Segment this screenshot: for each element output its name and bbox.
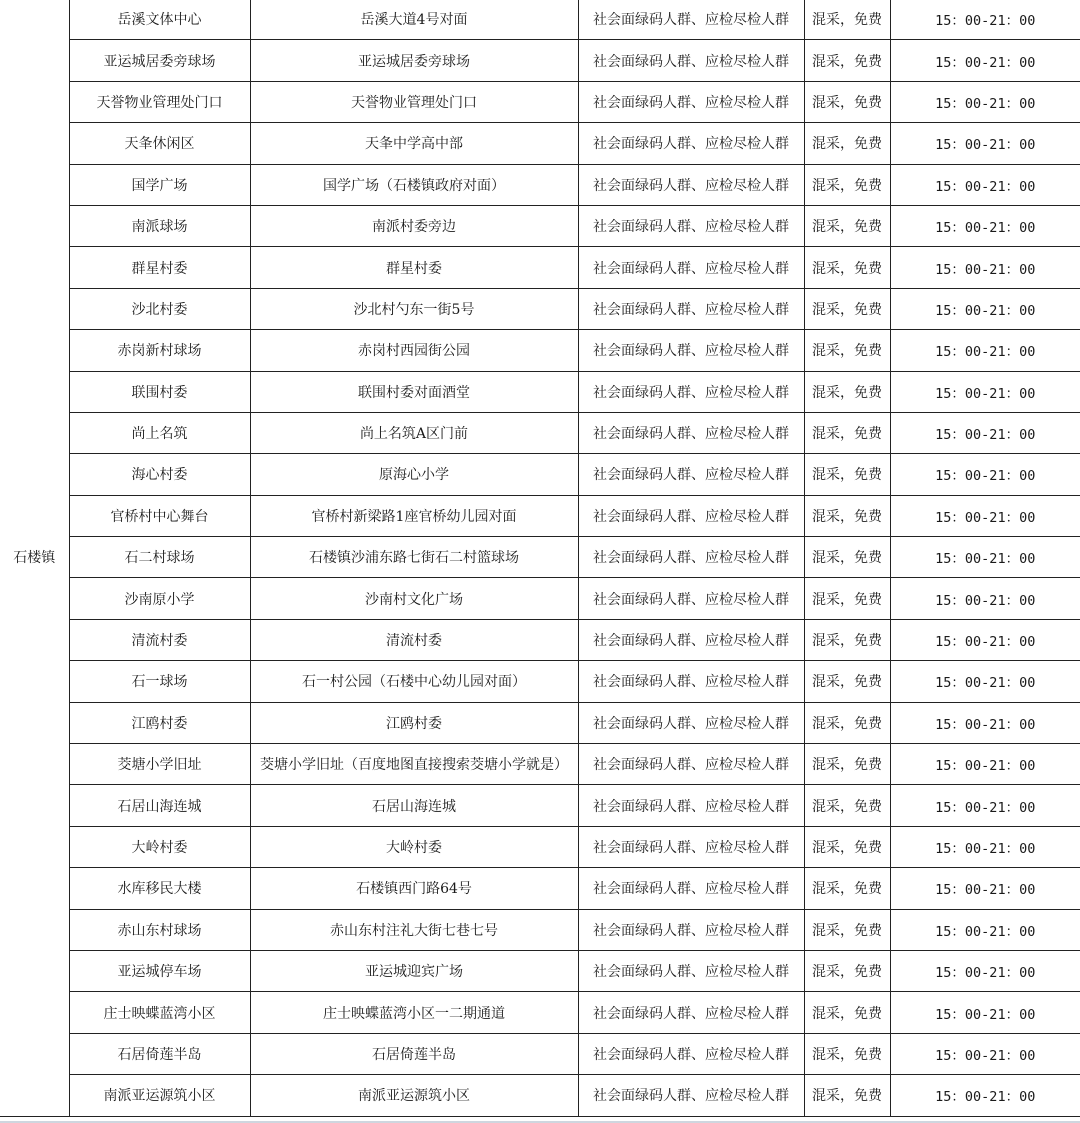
address-cell: 大岭村委 [250,826,578,867]
address-cell: 南派村委旁边 [250,205,578,246]
table-row [0,81,1080,122]
sampling-method-cell: 混采，免费 [804,868,890,909]
target-group-cell: 社会面绿码人群、应检尽检人群 [578,205,804,246]
target-group-cell: 社会面绿码人群、应检尽检人群 [578,247,804,288]
target-group-cell: 社会面绿码人群、应检尽检人群 [578,702,804,743]
address-cell: 赤山东村注礼大街七巷七号 [250,909,578,950]
address-cell: 原海心小学 [250,454,578,495]
address-cell: 尚上名筑A区门前 [250,412,578,453]
sampling-method-cell: 混采，免费 [804,454,890,495]
table-row [0,164,1080,205]
time-cell: 15：00-21：00 [890,1033,1080,1074]
sampling-method-cell: 混采，免费 [804,412,890,453]
sampling-method-cell: 混采，免费 [804,785,890,826]
target-group-cell: 社会面绿码人群、应检尽检人群 [578,826,804,867]
table-row [0,454,1080,495]
address-cell: 庄士映蝶蓝湾小区一二期通道 [250,992,578,1033]
table-row [0,247,1080,288]
time-cell: 15：00-21：00 [890,371,1080,412]
site-name-cell: 石居山海连城 [69,785,250,826]
site-name-cell: 海心村委 [69,454,250,495]
site-name-cell: 官桥村中心舞台 [69,495,250,536]
table-row [0,1075,1080,1116]
time-cell: 15：00-21：00 [890,619,1080,660]
address-cell: 天夆中学高中部 [250,123,578,164]
target-group-cell: 社会面绿码人群、应检尽检人群 [578,619,804,660]
target-group-cell: 社会面绿码人群、应检尽检人群 [578,1033,804,1074]
site-name-cell: 沙南原小学 [69,578,250,619]
time-cell: 15：00-21：00 [890,123,1080,164]
time-cell: 15：00-21：00 [890,164,1080,205]
target-group-cell: 社会面绿码人群、应检尽检人群 [578,868,804,909]
address-cell: 亚运城迎宾广场 [250,950,578,991]
target-group-cell: 社会面绿码人群、应检尽检人群 [578,81,804,122]
time-cell: 15：00-21：00 [890,950,1080,991]
site-name-cell: 大岭村委 [69,826,250,867]
time-cell: 15：00-21：00 [890,1075,1080,1116]
table-row [0,785,1080,826]
table-row [0,1033,1080,1074]
time-cell: 15：00-21：00 [890,868,1080,909]
address-cell: 石一村公园（石楼中心幼儿园对面） [250,661,578,702]
site-name-cell: 南派球场 [69,205,250,246]
time-cell: 15：00-21：00 [890,537,1080,578]
sampling-method-cell: 混采，免费 [804,123,890,164]
target-group-cell: 社会面绿码人群、应检尽检人群 [578,288,804,329]
site-name-cell: 天誉物业管理处门口 [69,81,250,122]
time-cell: 15：00-21：00 [890,785,1080,826]
site-name-cell: 清流村委 [69,619,250,660]
address-cell: 石楼镇沙浦东路七街石二村篮球场 [250,537,578,578]
sampling-method-cell: 混采，免费 [804,81,890,122]
site-name-cell: 岳溪文体中心 [69,0,250,40]
table-row [0,868,1080,909]
table-row [0,40,1080,81]
sampling-method-cell: 混采，免费 [804,537,890,578]
table-row [0,0,1080,40]
sampling-method-cell: 混采，免费 [804,826,890,867]
site-name-cell: 亚运城停车场 [69,950,250,991]
site-name-cell: 江鸥村委 [69,702,250,743]
time-cell: 15：00-21：00 [890,81,1080,122]
sampling-method-cell: 混采，免费 [804,744,890,785]
table-row [0,123,1080,164]
sampling-method-cell: 混采，免费 [804,992,890,1033]
target-group-cell: 社会面绿码人群、应检尽检人群 [578,454,804,495]
target-group-cell: 社会面绿码人群、应检尽检人群 [578,495,804,536]
table-row [0,950,1080,991]
time-cell: 15：00-21：00 [890,992,1080,1033]
table-row [0,661,1080,702]
time-cell: 15：00-21：00 [890,495,1080,536]
sampling-method-cell: 混采，免费 [804,909,890,950]
address-cell: 岳溪大道4号对面 [250,0,578,40]
table-row [0,371,1080,412]
address-cell: 清流村委 [250,619,578,660]
time-cell: 15：00-21：00 [890,205,1080,246]
sampling-method-cell: 混采，免费 [804,247,890,288]
sampling-method-cell: 混采，免费 [804,330,890,371]
target-group-cell: 社会面绿码人群、应检尽检人群 [578,537,804,578]
time-cell: 15：00-21：00 [890,744,1080,785]
sampling-method-cell: 混采，免费 [804,0,890,40]
sampling-method-cell: 混采，免费 [804,288,890,329]
sampling-method-cell: 混采，免费 [804,950,890,991]
site-name-cell: 石居倚莲半岛 [69,1033,250,1074]
table-row [0,330,1080,371]
time-cell: 15：00-21：00 [890,40,1080,81]
address-cell: 江鸥村委 [250,702,578,743]
site-name-cell: 沙北村委 [69,288,250,329]
target-group-cell: 社会面绿码人群、应检尽检人群 [578,909,804,950]
target-group-cell: 社会面绿码人群、应检尽检人群 [578,123,804,164]
sampling-method-cell: 混采，免费 [804,205,890,246]
address-cell: 沙北村勺东一街5号 [250,288,578,329]
table-row [0,537,1080,578]
town-cell: 石楼镇 [0,0,69,1116]
time-cell: 15：00-21：00 [890,412,1080,453]
address-cell: 石居山海连城 [250,785,578,826]
target-group-cell: 社会面绿码人群、应检尽检人群 [578,412,804,453]
address-cell: 天誉物业管理处门口 [250,81,578,122]
address-cell: 沙南村文化广场 [250,578,578,619]
site-name-cell: 国学广场 [69,164,250,205]
target-group-cell: 社会面绿码人群、应检尽检人群 [578,330,804,371]
sampling-method-cell: 混采，免费 [804,1075,890,1116]
table-row [0,288,1080,329]
table-row [0,578,1080,619]
table-row [0,205,1080,246]
address-cell: 石居倚莲半岛 [250,1033,578,1074]
sampling-method-cell: 混采，免费 [804,661,890,702]
site-name-cell: 亚运城居委旁球场 [69,40,250,81]
target-group-cell: 社会面绿码人群、应检尽检人群 [578,785,804,826]
site-name-cell: 庄士映蝶蓝湾小区 [69,992,250,1033]
sampling-method-cell: 混采，免费 [804,578,890,619]
time-cell: 15：00-21：00 [890,661,1080,702]
target-group-cell: 社会面绿码人群、应检尽检人群 [578,950,804,991]
address-cell: 官桥村新梁路1座官桥幼儿园对面 [250,495,578,536]
address-cell: 石楼镇西门路64号 [250,868,578,909]
site-name-cell: 水库移民大楼 [69,868,250,909]
address-cell: 茭塘小学旧址（百度地图直接搜索茭塘小学就是） [250,744,578,785]
time-cell: 15：00-21：00 [890,826,1080,867]
address-cell: 赤岗村西园街公园 [250,330,578,371]
address-cell: 国学广场（石楼镇政府对面） [250,164,578,205]
site-name-cell: 茭塘小学旧址 [69,744,250,785]
site-name-cell: 南派亚运源筑小区 [69,1075,250,1116]
table-row [0,744,1080,785]
time-cell: 15：00-21：00 [890,330,1080,371]
target-group-cell: 社会面绿码人群、应检尽检人群 [578,164,804,205]
target-group-cell: 社会面绿码人群、应检尽检人群 [578,744,804,785]
table-row [0,702,1080,743]
address-cell: 联围村委对面酒堂 [250,371,578,412]
site-name-cell: 尚上名筑 [69,412,250,453]
site-name-cell: 石二村球场 [69,537,250,578]
sampling-method-cell: 混采，免费 [804,40,890,81]
target-group-cell: 社会面绿码人群、应检尽检人群 [578,992,804,1033]
target-group-cell: 社会面绿码人群、应检尽检人群 [578,0,804,40]
table-row [0,909,1080,950]
sampling-method-cell: 混采，免费 [804,371,890,412]
time-cell: 15：00-21：00 [890,702,1080,743]
sampling-method-cell: 混采，免费 [804,619,890,660]
sampling-method-cell: 混采，免费 [804,164,890,205]
address-cell: 群星村委 [250,247,578,288]
site-name-cell: 石一球场 [69,661,250,702]
table-row [0,412,1080,453]
time-cell: 15：00-21：00 [890,909,1080,950]
sampling-method-cell: 混采，免费 [804,702,890,743]
address-cell: 亚运城居委旁球场 [250,40,578,81]
time-cell: 15：00-21：00 [890,578,1080,619]
site-name-cell: 赤岗新村球场 [69,330,250,371]
table-row [0,826,1080,867]
time-cell: 15：00-21：00 [890,247,1080,288]
sampling-method-cell: 混采，免费 [804,1033,890,1074]
target-group-cell: 社会面绿码人群、应检尽检人群 [578,578,804,619]
target-group-cell: 社会面绿码人群、应检尽检人群 [578,371,804,412]
time-cell: 15：00-21：00 [890,288,1080,329]
table-row [0,992,1080,1033]
target-group-cell: 社会面绿码人群、应检尽检人群 [578,1075,804,1116]
site-name-cell: 天夆休闲区 [69,123,250,164]
target-group-cell: 社会面绿码人群、应检尽检人群 [578,40,804,81]
target-group-cell: 社会面绿码人群、应检尽检人群 [578,661,804,702]
table-row [0,619,1080,660]
table-row [0,495,1080,536]
site-name-cell: 赤山东村球场 [69,909,250,950]
site-name-cell: 群星村委 [69,247,250,288]
site-name-cell: 联围村委 [69,371,250,412]
time-cell: 15：00-21：00 [890,454,1080,495]
address-cell: 南派亚运源筑小区 [250,1075,578,1116]
sampling-method-cell: 混采，免费 [804,495,890,536]
time-cell: 15：00-21：00 [890,0,1080,40]
